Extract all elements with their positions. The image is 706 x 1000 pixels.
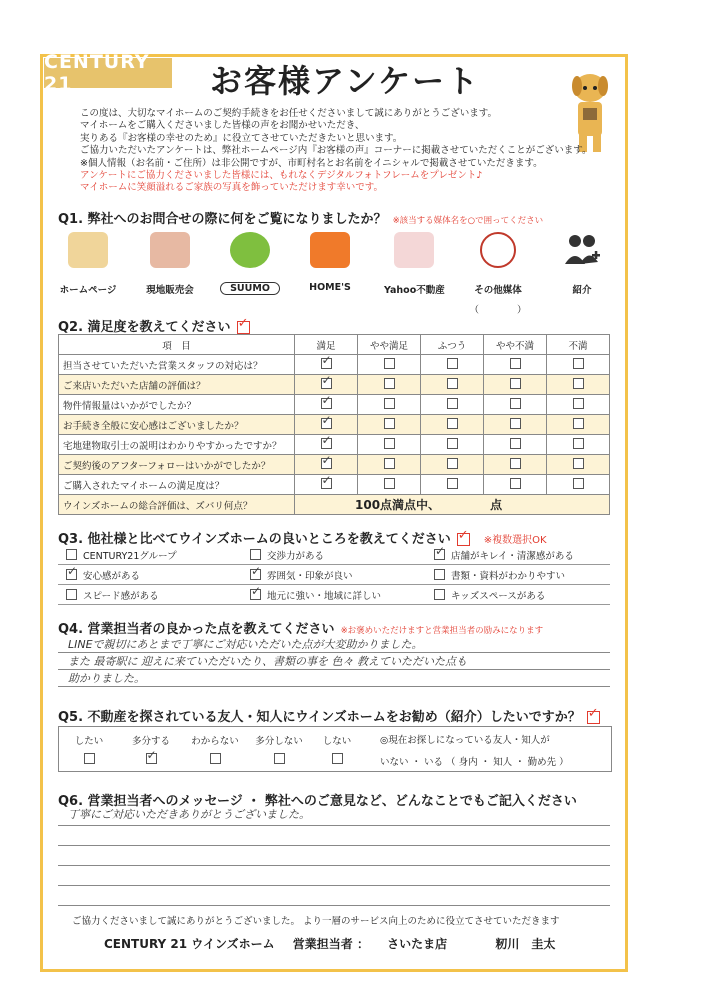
satisfaction-table bbox=[58, 334, 610, 515]
table-row-score: ウインズホームの総合評価は、ズバリ何点？ 100点満点中、 点 bbox=[59, 495, 610, 515]
option-kids-space[interactable]: キッズスペースがある bbox=[426, 588, 610, 602]
intro-text: この度は、大切なマイホームのご契約手続きをお任せくださいまして誠にありがとうございます。 マイホームをご購入くださいました皆様の声をお聞かせいただき、 実りある『お客様の幸せのため』に役立てさせていただきたいと思います。 ご協力いただいたアンケートは、弊社ホームページ内『お客様の声』コーナーに掲載させていただくことがございます。 ※個人情報（お名前・ご住所）は非公開ですが、市町村名とお名前をイニシャルで掲載させていただきます。 アンケートにご協力くださいました皆様には、もれなくデジタルフォトフレームをプレゼント♪ マイホームに笑顔溢れるご家族の写真を飾っていただけます幸いです。 bbox=[80, 108, 592, 194]
media-homepage[interactable]: ホームページ bbox=[58, 232, 118, 296]
footer-info: CENTURY 21 ウインズホーム 営業担当者 ： さいたま店 籾川 圭太 bbox=[104, 937, 556, 951]
table-header: 項 目 満足 やや満足 ふつう やや不満 不満 bbox=[59, 335, 610, 355]
media-open-house[interactable]: 現地販売会 bbox=[140, 232, 200, 296]
homepage-icon bbox=[68, 232, 108, 268]
other-stamp-icon bbox=[480, 232, 516, 268]
open-house-icon bbox=[150, 232, 190, 268]
q5-option-no[interactable]: しない bbox=[307, 733, 367, 767]
score-cell[interactable]: 100点満点中、 点 bbox=[295, 495, 610, 515]
media-other[interactable]: その他媒体 （ ） bbox=[468, 232, 528, 316]
q6-heading: Q6. 営業担当者へのメッセージ ・ 弊社へのご意見など、どんなことでもご記入ください bbox=[58, 794, 577, 809]
option-security[interactable]: ✓ 安心感がある bbox=[58, 568, 242, 582]
option-documents[interactable]: 書類・資料がわかりやすい bbox=[426, 568, 610, 582]
media-referral[interactable]: 紹介 bbox=[552, 232, 612, 296]
q6-answer-area[interactable]: 丁寧にご対応いただきありがとうございました。 bbox=[58, 806, 610, 906]
media-yahoo[interactable]: Yahoo不動産 bbox=[384, 232, 444, 296]
table-row: ご契約後のアフターフォローはいかがでしたか？ ✓ bbox=[59, 455, 610, 475]
table-row: ご来店いただいた店舗の評価は？ ✓ bbox=[59, 375, 610, 395]
check-mark-icon bbox=[237, 321, 250, 334]
option-local[interactable]: ✓ 地元に強い・地域に詳しい bbox=[242, 588, 426, 602]
table-row: 担当させていただいた営業スタッフの対応は？ ✓ bbox=[59, 355, 610, 375]
table-row: ご購入されたマイホームの満足度は？ ✓ bbox=[59, 475, 610, 495]
q5-option-probably[interactable]: 多分する ✓ bbox=[121, 733, 181, 767]
page-title: お客様アンケート bbox=[210, 62, 481, 100]
q3-heading: Q3. 他社様と比べてウインズホームの良いところを教えてください✓ ※複数選択OK bbox=[58, 528, 547, 547]
media-homes[interactable]: HOME'S bbox=[300, 232, 360, 293]
q1-heading: Q1. 弊社へのお問合せの際に何をご覧になりましたか？ ※該当する媒体名を○で囲ってください bbox=[58, 212, 544, 227]
q1-media-icons bbox=[58, 232, 618, 316]
option-speed[interactable]: スピード感がある bbox=[58, 588, 242, 602]
q4-heading: Q4. 営業担当者の良かった点を教えてください ※お褒めいただけますと営業担当者の励みになります bbox=[58, 622, 544, 637]
table-row: 宅地建物取引士の説明はわかりやすかったですか？ ✓ bbox=[59, 435, 610, 455]
q5-friends-options[interactable]: いない ・ いる （ 身内 ・ 知人 ・ 勤め先 ） bbox=[380, 757, 569, 768]
q3-options bbox=[58, 545, 610, 605]
media-suumo[interactable]: SUUMO bbox=[220, 232, 280, 295]
table-row: 物件情報量はいかがでしたか？ ✓ bbox=[59, 395, 610, 415]
q5-friends-question: ◎現在お探しになっている友人・知人が いない ・ いる （ 身内 ・ 知人 ・ 勤め先 ） bbox=[380, 735, 569, 768]
century21-logo: CENTURY 21 bbox=[44, 58, 172, 88]
q5-option-unsure[interactable]: わからない bbox=[185, 733, 245, 767]
option-century21[interactable]: CENTURY21グループ bbox=[58, 548, 242, 562]
yahoo-house-icon bbox=[394, 232, 434, 268]
thanks-text: ご協力くださいまして誠にありがとうございました。 より一層のサービス向上のために役立てさせていただきます bbox=[72, 916, 560, 927]
table-row: お手続き全般に安心感はございましたか？ ✓ bbox=[59, 415, 610, 435]
check-mark-icon bbox=[587, 711, 600, 724]
q4-answer-area[interactable]: LINEで親切にあとまで丁寧にご対応いただいた点が大変助かりました。 また 最寄駅に 迎えに来ていただいたり、書類の事を 色々 教えていただいた点も 助かりました。 bbox=[58, 636, 610, 687]
q5-heading: Q5. 不動産を探されている友人・知人にウインズホームをお勧め（紹介）したいですか？✓ bbox=[58, 706, 600, 725]
people-plus-icon bbox=[562, 232, 602, 268]
q5-option-probably-not[interactable]: 多分しない bbox=[249, 733, 309, 767]
q5-option-yes[interactable]: したい bbox=[59, 733, 119, 767]
homes-icon bbox=[310, 232, 350, 268]
q2-heading: Q2. 満足度を教えてください✓ bbox=[58, 316, 250, 335]
suumo-icon bbox=[230, 232, 270, 268]
option-negotiation[interactable]: 交渉力がある bbox=[242, 548, 426, 562]
option-clean-store[interactable]: ✓ 店舗がキレイ・清潔感がある bbox=[426, 548, 610, 562]
option-atmosphere[interactable]: ✓ 雰囲気・印象が良い bbox=[242, 568, 426, 582]
